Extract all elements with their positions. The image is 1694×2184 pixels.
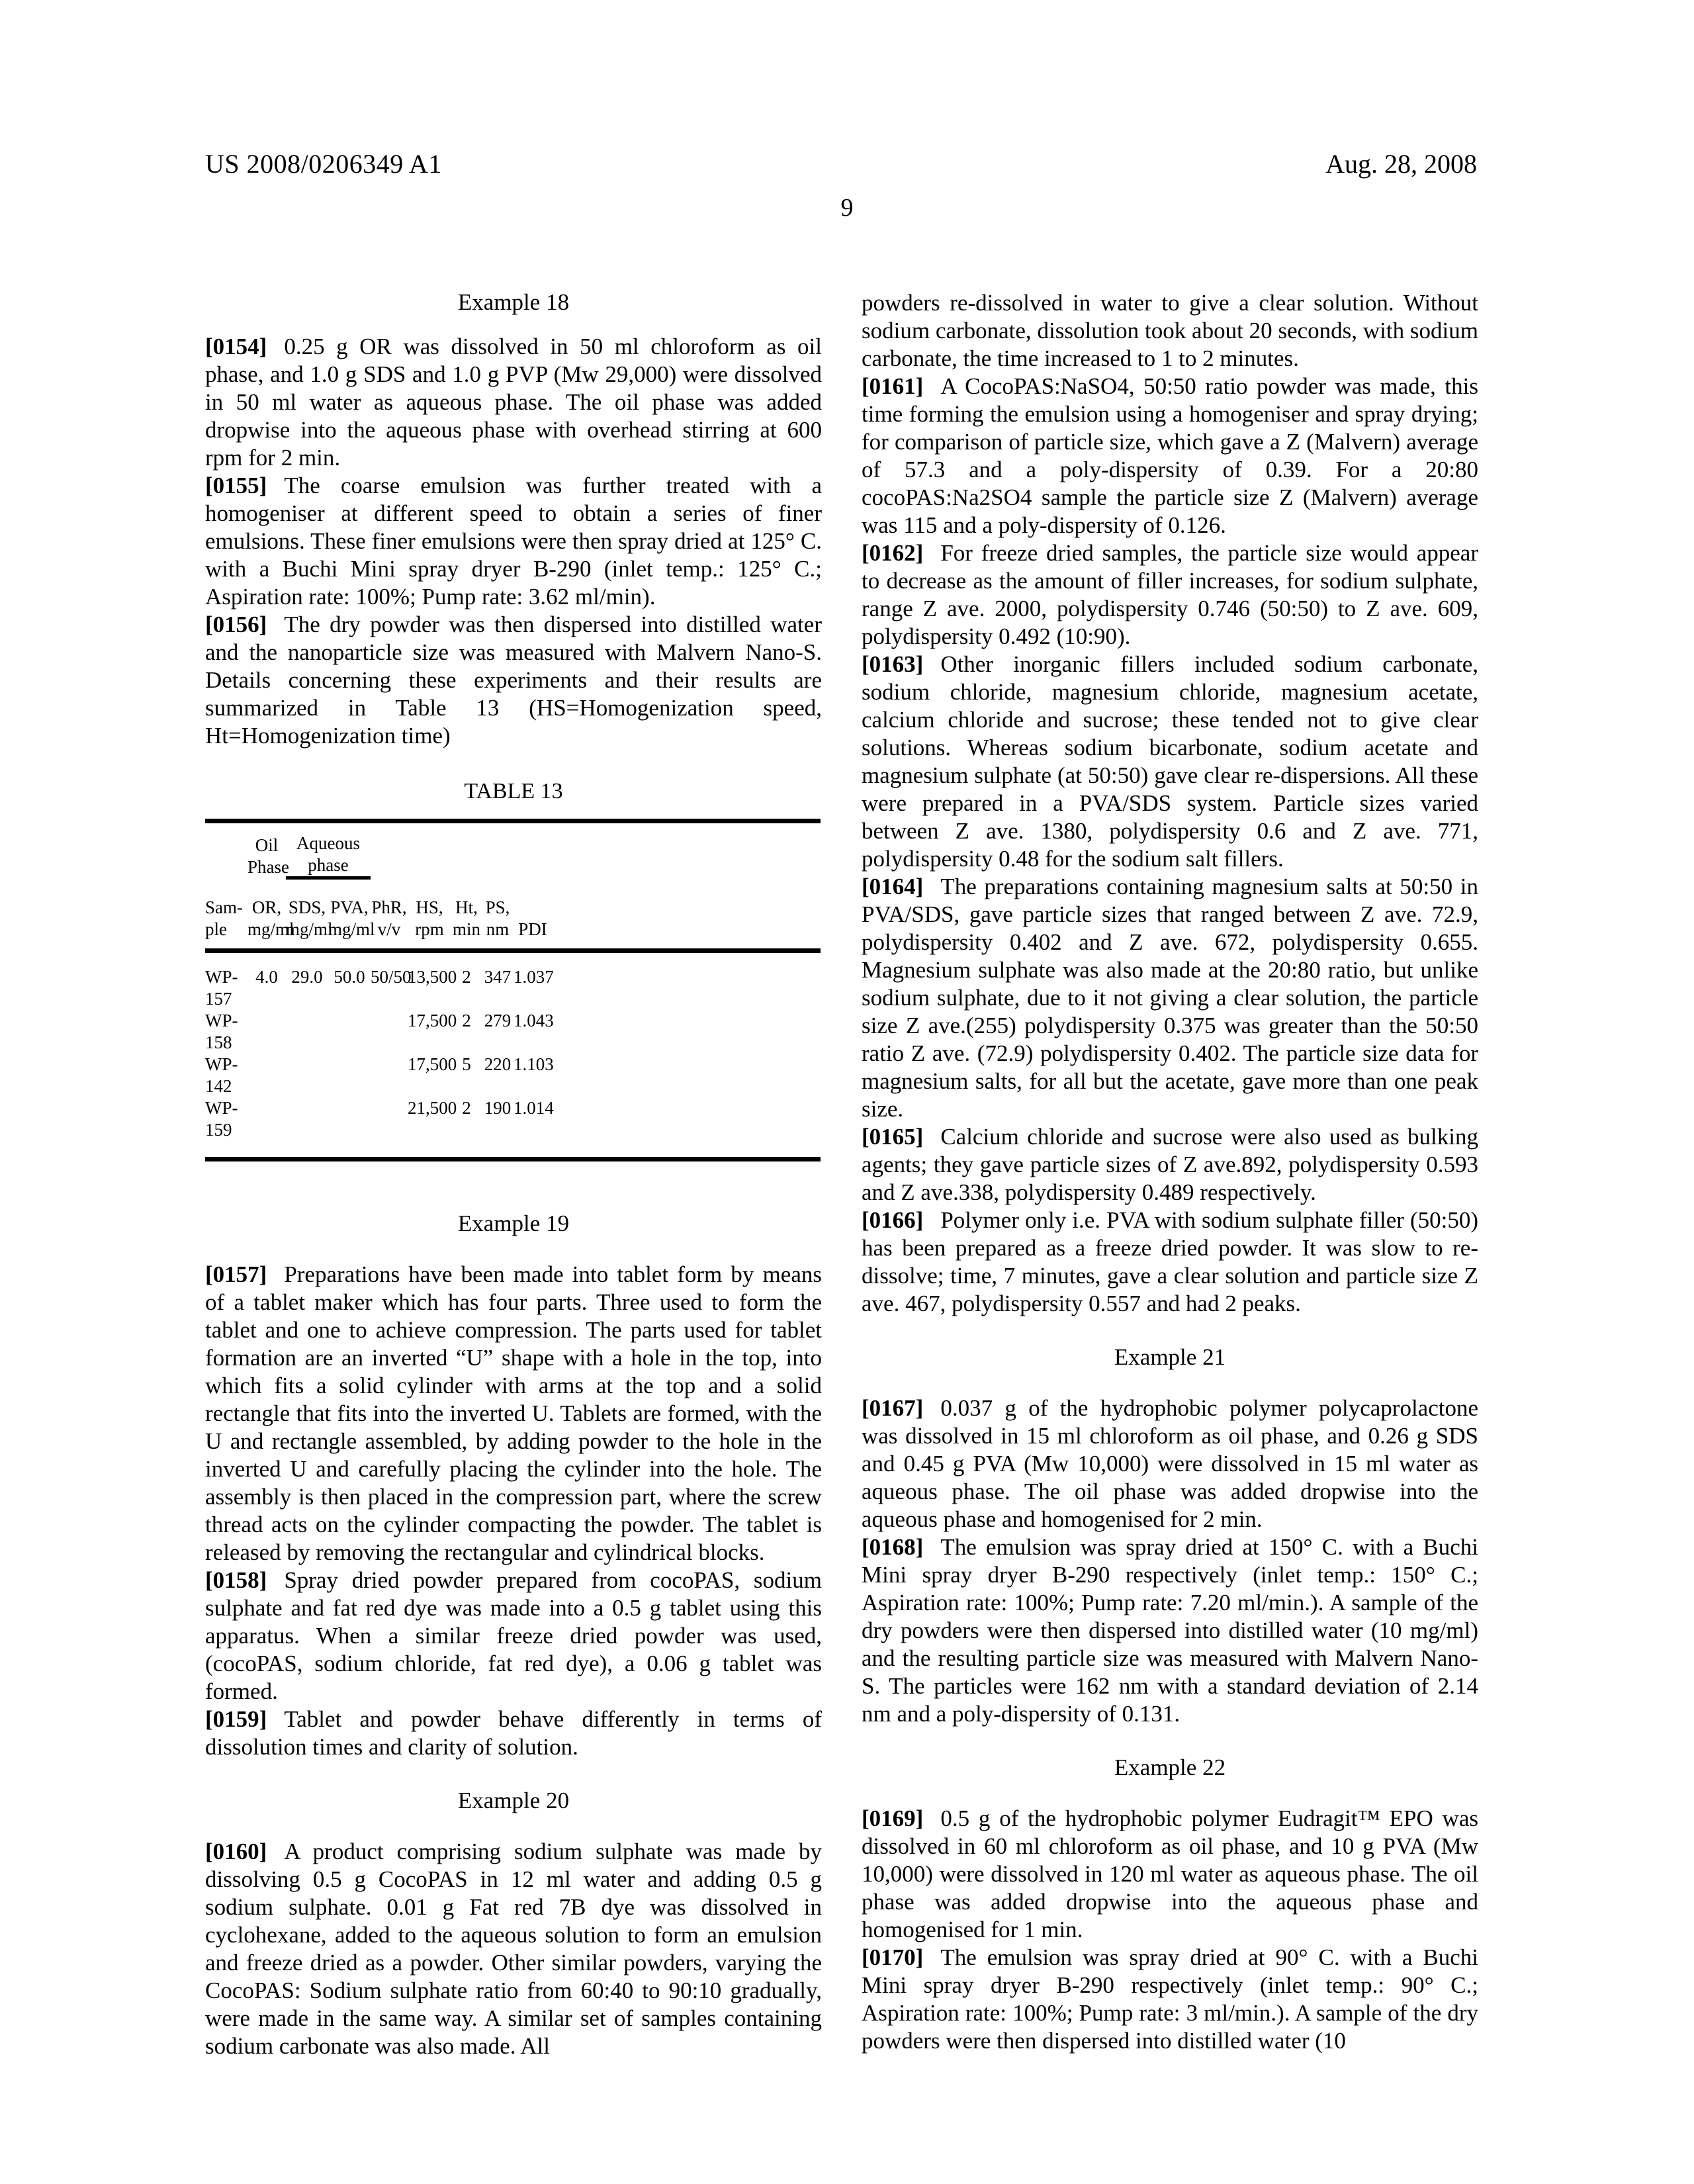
paragraph-0158	[205, 1567, 822, 1706]
cell-pva: 50.0	[334, 967, 365, 987]
paragraph-0161	[862, 373, 1478, 539]
table-filler-cell	[552, 1054, 821, 1097]
paragraph-0170	[862, 1944, 1478, 2055]
paragraph-text: Tablet and powder behave differently in terms of dissolution times and clarity of solution.	[205, 1706, 822, 1760]
cell-pdi: 1.043	[513, 1011, 554, 1030]
cell-pva	[328, 1054, 371, 1097]
paragraph-text: For freeze dried samples, the particle size would appear to decrease as the amount of filler increases, for sodium sulphate, range Z ave. 2000, polydispersity 0.746 (50:50) to Z ave. 609, polydispersity 0.492 (10:90).	[862, 540, 1478, 649]
cell-sds	[286, 1097, 328, 1160]
table-column-header-ht: Ht, min	[451, 878, 482, 951]
cell-hs: 21,500	[408, 1098, 457, 1118]
paragraph-tag: [0168]	[862, 1534, 924, 1560]
cell-ps: 279	[484, 1011, 512, 1030]
cell-or	[247, 1010, 286, 1054]
cell-phr: 50/50	[371, 967, 412, 987]
cell-phr	[371, 1097, 408, 1160]
paragraph-tag: [0158]	[205, 1567, 267, 1593]
cell-ht: 2	[462, 1011, 471, 1030]
paragraph-text: The emulsion was spray dried at 150° C. with a Buchi Mini spray dryer B-290 respectively (inlet temp.: 150° C.; Aspiration rate: 100%; Pump rate: 7.20 ml/min.). A sample of the dry powders were then dispersed into distilled water (10 mg/ml) and the resulting particle size was measured with Malvern Nano-S. The particles were 162 nm with a standard deviation of 2.14 nm and a poly-dispersity of 0.131.	[862, 1534, 1478, 1727]
table-column-header-phr: PhR, v/v	[371, 878, 408, 951]
table-group-header-oil-phase: Oil Phase	[247, 835, 289, 877]
cell-sds	[286, 1010, 328, 1054]
paragraph-tag: [0166]	[862, 1207, 924, 1233]
table-column-header-pdi: PDI	[513, 878, 552, 951]
paragraph-tag: [0167]	[862, 1395, 924, 1421]
table-column-header-pva: PVA, mg/ml	[328, 878, 371, 951]
paragraph-tag: [0169]	[862, 1805, 924, 1831]
paragraph-text: A CocoPAS:NaSO4, 50:50 ratio powder was made, this time forming the emulsion using a homogeniser and spray drying; for comparison of particle size, which gave a Z (Malvern) average of 57.3 and a poly-dispersity of 0.39. For a 20:80 cocoPAS:Na2SO4 sample the particle size Z (Malvern) average was 115 and a poly-dispersity of 0.126.	[862, 373, 1478, 538]
paragraph-0159	[205, 1706, 822, 1761]
table-row	[205, 951, 821, 1011]
table-13-title: TABLE 13	[464, 779, 563, 803]
paragraph-text: A product comprising sodium sulphate was made by dissolving 0.5 g CocoPAS in 12 ml water and adding 0.5 g sodium sulphate. 0.01 g Fat red 7B dye was dissolved in cyclohexane, added to the aqueous solution to form an emulsion and freeze dried as a powder. Other similar powders, varying the CocoPAS: Sodium sulphate ratio from 60:40 to 90:10 gradually, were made in the same way. A similar set of samples containing sodium carbonate was also made. All	[205, 1839, 822, 2059]
cell-pdi: 1.037	[513, 967, 554, 987]
paragraph-0162	[862, 539, 1478, 651]
table-13	[205, 779, 822, 1161]
cell-sample: WP-142	[205, 1054, 238, 1096]
paragraph-tag: [0156]	[205, 612, 267, 637]
paragraph-text: The emulsion was spray dried at 90° C. with a Buchi Mini spray dryer B-290 respectively (inlet temp.: 90° C.; Aspiration rate: 100%; Pump rate: 3 ml/min.). A sample of the dry powders were then dispersed into distilled water (10	[862, 1944, 1478, 2054]
cell-ht: 2	[462, 1098, 471, 1118]
paragraph-tag: [0159]	[205, 1706, 267, 1732]
paragraph-0160-continuation: powders re-dissolved in water to give a clear solution. Without sodium carbonate, dissolution took about 20 seconds, with sodium carbonate, the time increased to 1 to 2 minutes.	[862, 290, 1478, 371]
table-column-header-hs: HS, rpm	[408, 878, 451, 951]
table-13-grid	[205, 819, 821, 1161]
paragraph-tag: [0157]	[205, 1261, 267, 1287]
paragraph-text: The coarse emulsion was further treated with a homogeniser at different speed to obtain a series of finer emulsions. These finer emulsions were then spray dried at 125° C. with a Buchi Mini spray dryer B-290 (inlet temp.: 125° C.; Aspiration rate: 100%; Pump rate: 3.62 ml/min).	[205, 473, 822, 610]
cell-or	[247, 1097, 286, 1160]
cell-ps: 190	[484, 1098, 512, 1118]
paragraph-text: 0.037 g of the hydrophobic polymer polycaprolactone was dissolved in 15 ml chloroform as oil phase, and 0.26 g SDS and 0.45 g PVA (Mw 10,000) were dissolved in 15 ml water as aqueous phase. The oil phase was added dropwise into the aqueous phase and homogenised for 2 min.	[862, 1395, 1478, 1532]
paragraph-0167	[862, 1394, 1478, 1533]
header-date: Aug. 28, 2008	[1325, 149, 1477, 179]
table-column-header-ps: PS, nm	[482, 878, 513, 951]
table-row	[205, 1054, 821, 1097]
paragraph-tag: [0154]	[205, 334, 267, 359]
cell-pdi: 1.103	[513, 1054, 554, 1074]
table-column-header-row	[205, 878, 821, 951]
table-blank-cell	[371, 821, 821, 878]
table-column-header-or: OR, mg/ml	[247, 878, 286, 951]
table-filler-cell	[552, 1097, 821, 1160]
cell-phr	[371, 1054, 408, 1097]
cell-ht: 2	[462, 967, 471, 987]
table-row	[205, 1097, 821, 1160]
table-column-header-sds: SDS, mg/ml	[286, 878, 328, 951]
paragraph-0154	[205, 333, 822, 472]
paragraph-tag: [0155]	[205, 473, 267, 498]
page-number: 9	[840, 194, 854, 222]
table-row	[205, 1010, 821, 1054]
paragraph-text: Spray dried powder prepared from cocoPAS, sodium sulphate and fat red dye was made into a 0.5 g tablet using this apparatus. When a similar freeze dried powder was used, (cocoPAS, sodium chloride, fat red dye), a 0.06 g tablet was formed.	[205, 1567, 822, 1704]
paragraph-tag: [0170]	[862, 1944, 924, 1970]
left-column	[205, 289, 822, 2060]
paragraph-0163	[862, 651, 1478, 873]
cell-hs: 13,500	[408, 967, 457, 987]
paragraph-text: Other inorganic fillers included sodium carbonate, sodium chloride, magnesium chloride, magnesium acetate, calcium chloride and sucrose; these tended not to give clear solutions. Whereas sodium bicarbonate, sodium acetate and magnesium sulphate (at 50:50) gave clear re-dispersions. All these were prepared in a PVA/SDS system. Particle sizes varied between Z ave. 1380, polydispersity 0.6 and Z ave. 771, polydispersity 0.48 for the sodium salt fillers.	[862, 651, 1478, 872]
paragraph-text: The preparations containing magnesium salts at 50:50 in PVA/SDS, gave particle sizes that ranged between Z ave. 72.9, polydispersity 0.402 and Z ave. 672, polydispersity 0.655. Magnesium sulphate was also made at the 20:80 ratio, but unlike sodium sulphate, due to it not giving a clear solution, the particle size Z ave.(255) polydispersity 0.375 was greater than the 50:50 ratio Z ave. (72.9) polydispersity 0.402. The particle size data for magnesium salts, for all but the acetate, gave more than one peak size.	[862, 874, 1478, 1122]
table-group-header-aqueous-phase: Aqueous phase	[286, 821, 371, 878]
cell-ps: 220	[484, 1054, 512, 1074]
example-18-heading: Example 18	[457, 289, 570, 315]
table-filler-cell	[552, 878, 821, 951]
cell-hs: 17,500	[408, 1054, 457, 1074]
cell-or	[247, 1054, 286, 1097]
paragraph-0169	[862, 1805, 1478, 1944]
cell-sample: WP-159	[205, 1098, 238, 1140]
paragraph-tag: [0160]	[205, 1839, 267, 1864]
table-group-header-row	[205, 821, 821, 878]
paragraph-text: Calcium chloride and sucrose were also used as bulking agents; they gave particle sizes of Z ave.892, polydispersity 0.593 and Z ave.338, polydispersity 0.489 respectively.	[862, 1124, 1478, 1205]
paragraph-text: 0.25 g OR was dissolved in 50 ml chloroform as oil phase, and 1.0 g SDS and 1.0 g PVP (Mw 29,000) were dissolved in 50 ml water as aqueous phase. The oil phase was added dropwise into the aqueous phase with overhead stirring at 600 rpm for 2 min.	[205, 334, 822, 471]
paragraph-text: Polymer only i.e. PVA with sodium sulphate filler (50:50) has been prepared as a freeze dried powder. It was slow to re-dissolve; time, 7 minutes, gave a clear solution and particle size Z ave. 467, polydispersity 0.557 and had 2 peaks.	[862, 1207, 1478, 1316]
paragraph-text: The dry powder was then dispersed into distilled water and the nanoparticle size was measured with Malvern Nano-S. Details concerning these experiments and their results are summarized in Table 13 (HS=Homogenization speed, Ht=Homogenization time)	[205, 612, 822, 749]
paragraph-tag: [0164]	[862, 874, 924, 899]
paragraph-0168	[862, 1533, 1478, 1728]
cell-hs: 17,500	[408, 1011, 457, 1030]
cell-sds: 29.0	[291, 967, 323, 987]
cell-ps: 347	[484, 967, 512, 987]
table-blank-cell	[205, 821, 247, 878]
paragraph-tag: [0163]	[862, 651, 924, 677]
paragraph-tag: [0165]	[862, 1124, 924, 1150]
paragraph-0157	[205, 1261, 822, 1567]
paragraph-text: 0.5 g of the hydrophobic polymer Eudragit™ EPO was dissolved in 60 ml chloroform as oil phase, and 10 g PVA (Mw 10,000) were dissolved in 120 ml water as aqueous phase. The oil phase was added dropwise into the aqueous phase and homogenised for 1 min.	[862, 1805, 1478, 1942]
paragraph-0160	[205, 1838, 822, 2060]
cell-pva	[328, 1010, 371, 1054]
right-column	[862, 289, 1478, 2055]
paragraph-text: Preparations have been made into tablet form by means of a tablet maker which has four parts. Three used to form the tablet and one to achieve compression. The parts used for tablet formation are an inverted “U” shape with a hole in the top, into which fits a solid cylinder with arms at the top and a solid rectangle that fits into the inverted U. Tablets are formed, with the U and rectangle assembled, by adding powder to the hole in the inverted U and carefully placing the cylinder into the hole. The assembly is then placed in the compression part, where the screw thread acts on the cylinder compacting the powder. The tablet is released by removing the rectangular and cylindrical blocks.	[205, 1261, 822, 1565]
cell-ht: 5	[462, 1054, 471, 1074]
paragraph-0164	[862, 873, 1478, 1123]
table-filler-cell	[552, 951, 821, 1011]
paragraph-0165	[862, 1123, 1478, 1206]
example-21-heading: Example 21	[1114, 1344, 1226, 1370]
cell-pdi: 1.014	[513, 1098, 554, 1118]
paragraph-0166	[862, 1206, 1478, 1318]
example-20-heading: Example 20	[457, 1788, 570, 1813]
cell-or: 4.0	[255, 967, 278, 987]
paragraph-0155	[205, 472, 822, 611]
cell-sds	[286, 1054, 328, 1097]
header-patent-number: US 2008/0206349 A1	[205, 149, 442, 179]
cell-sample: WP-157	[205, 967, 238, 1009]
table-column-header-sample: Sam-ple	[205, 878, 247, 951]
paragraph-0156	[205, 611, 822, 750]
example-22-heading: Example 22	[1114, 1754, 1226, 1780]
cell-phr	[371, 1010, 408, 1054]
paragraph-tag: [0161]	[862, 373, 924, 399]
example-19-heading: Example 19	[457, 1210, 570, 1236]
paragraph-tag: [0162]	[862, 540, 924, 566]
cell-pva	[328, 1097, 371, 1160]
cell-sample: WP-158	[205, 1011, 238, 1052]
table-filler-cell	[552, 1010, 821, 1054]
